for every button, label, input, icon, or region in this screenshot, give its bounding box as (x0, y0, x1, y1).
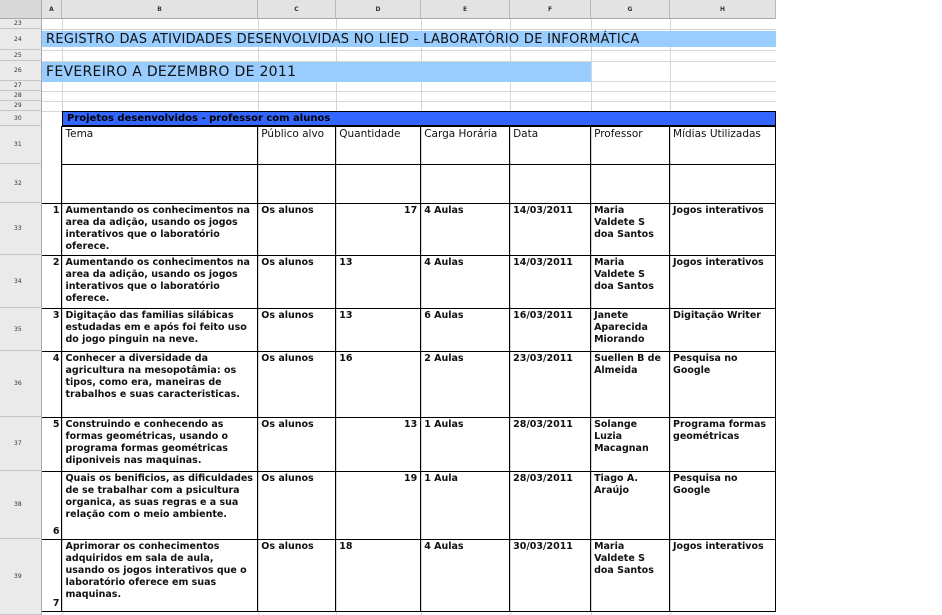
cell-carga[interactable]: 4 Aulas (421, 204, 510, 256)
column-header-f[interactable]: F (510, 0, 591, 19)
table-row (42, 472, 776, 540)
row-header[interactable]: 38 (0, 471, 42, 539)
row-header[interactable]: 23 (0, 19, 42, 29)
table-row (42, 540, 776, 612)
column-header-a[interactable]: A (42, 0, 62, 19)
projects-table (42, 126, 776, 612)
cell-carga[interactable]: 1 Aulas (421, 418, 510, 472)
cell-quantidade[interactable]: 17 (336, 204, 421, 256)
table-row (42, 309, 776, 352)
row-header[interactable]: 33 (0, 203, 42, 255)
cell-quantidade[interactable]: 16 (336, 352, 421, 418)
row-header[interactable]: 30 (0, 111, 42, 126)
column-header-c[interactable]: C (258, 0, 336, 19)
cell-midia[interactable]: Pesquisa no Google (670, 352, 776, 418)
select-all-corner[interactable] (0, 0, 42, 19)
header-carga[interactable]: Carga Horária (421, 127, 510, 165)
cell-data[interactable]: 16/03/2011 (510, 309, 591, 352)
row-number[interactable]: 1 (42, 204, 62, 256)
cell-professor[interactable]: Maria Valdete S doa Santos (591, 256, 670, 309)
cell-data[interactable]: 28/03/2011 (510, 472, 591, 540)
cell[interactable] (670, 165, 776, 204)
header-professor[interactable]: Professor (591, 127, 670, 165)
row-header[interactable]: 32 (0, 164, 42, 203)
cell-quantidade[interactable]: 18 (336, 540, 421, 612)
table-row (42, 204, 776, 256)
row-header[interactable]: 24 (0, 29, 42, 50)
cell[interactable] (42, 165, 62, 204)
row-header[interactable]: 27 (0, 81, 42, 91)
row-header[interactable]: 37 (0, 417, 42, 471)
row-header[interactable]: 36 (0, 351, 42, 417)
cell-publico[interactable]: Os alunos (258, 472, 336, 540)
cell-midia[interactable]: Jogos interativos (670, 204, 776, 256)
row-header[interactable]: 25 (0, 50, 42, 61)
cell-midia[interactable]: Pesquisa no Google (670, 472, 776, 540)
cell-carga[interactable]: 2 Aulas (421, 352, 510, 418)
cell-publico[interactable]: Os alunos (258, 256, 336, 309)
column-header-h[interactable]: H (670, 0, 776, 19)
cell-midia[interactable]: Jogos interativos (670, 540, 776, 612)
cell-data[interactable]: 28/03/2011 (510, 418, 591, 472)
cell-tema[interactable]: Digitação das familias silábicas estudadas em e após foi feito uso do jogo pinguin na neve. (62, 309, 258, 352)
column-header-b[interactable]: B (62, 0, 258, 19)
cell-professor[interactable]: Suellen B de Almeida (591, 352, 670, 418)
header-quantidade[interactable]: Quantidade (336, 127, 421, 165)
cell-publico[interactable]: Os alunos (258, 204, 336, 256)
section-title[interactable]: Projetos desenvolvidos - professor com alunos (67, 113, 331, 124)
cell-midia[interactable]: Jogos interativos (670, 256, 776, 309)
cell-quantidade[interactable]: 13 (336, 418, 421, 472)
cell-data[interactable]: 30/03/2011 (510, 540, 591, 612)
cell-carga[interactable]: 4 Aulas (421, 256, 510, 309)
row-number[interactable]: 6 (42, 472, 62, 540)
row-number[interactable]: 7 (42, 540, 62, 612)
cell-data[interactable]: 14/03/2011 (510, 204, 591, 256)
row-header[interactable]: 35 (0, 308, 42, 351)
row-header[interactable]: 34 (0, 255, 42, 308)
cell[interactable] (336, 165, 421, 204)
cell-tema[interactable]: Aumentando os conhecimentos na area da adição, usando os jogos interativos que o laboratório oferece. (62, 204, 258, 256)
row-header[interactable]: 26 (0, 61, 42, 81)
column-header-g[interactable]: G (591, 0, 670, 19)
sheet-title[interactable]: REGISTRO DAS ATIVIDADES DESENVOLVIDAS NO LIED - LABORATÓRIO DE INFORMÁTICA (46, 32, 640, 47)
cell-publico[interactable]: Os alunos (258, 352, 336, 418)
header-publico[interactable]: Público alvo (258, 127, 336, 165)
table-row (42, 256, 776, 309)
cell-tema[interactable]: Construindo e conhecendo as formas geométricas, usando o programa formas geométricas diponiveis nas maquinas. (62, 418, 258, 472)
header-midias[interactable]: Mídias Utilizadas (670, 127, 776, 165)
cell[interactable] (510, 165, 591, 204)
row-number[interactable]: 2 (42, 256, 62, 309)
table-row (42, 418, 776, 472)
cell-quantidade[interactable]: 13 (336, 256, 421, 309)
cell-carga[interactable]: 4 Aulas (421, 540, 510, 612)
section-band (62, 111, 776, 126)
row-header[interactable]: 39 (0, 539, 42, 615)
row-number[interactable]: 3 (42, 309, 62, 352)
cell-data[interactable]: 23/03/2011 (510, 352, 591, 418)
cell-tema[interactable]: Quais os benificios, as dificuldades de se trabalhar com a psicultura organica, as suas regras e a sua relação com o meio ambiente. (62, 472, 258, 540)
cell-tema[interactable]: Aumentando os conhecimentos na area da adição, usando os jogos interativos que o laboratório oferece. (62, 256, 258, 309)
cell-publico[interactable]: Os alunos (258, 418, 336, 472)
cell-professor[interactable]: Tiago A. Araújo (591, 472, 670, 540)
header-tema[interactable]: Tema (62, 127, 258, 165)
cell-carga[interactable]: 6 Aulas (421, 309, 510, 352)
column-header-d[interactable]: D (336, 0, 421, 19)
period-title[interactable]: FEVEREIRO A DEZEMBRO DE 2011 (46, 64, 297, 80)
cell-tema[interactable]: Conhecer a diversidade da agricultura na mesopotâmia: os tipos, como era, maneiras de trabalhos e suas caracteristicas. (62, 352, 258, 418)
cell-midia[interactable]: Programa formas geométricas (670, 418, 776, 472)
cell-publico[interactable]: Os alunos (258, 309, 336, 352)
cell-quantidade[interactable]: 13 (336, 309, 421, 352)
row-header[interactable]: 29 (0, 101, 42, 111)
cell[interactable] (591, 165, 670, 204)
cell-tema[interactable]: Aprimorar os conhecimentos adquiridos em sala de aula, usando os jogos interativos que o laboratório oferece em suas maquinas. (62, 540, 258, 612)
cell-quantidade[interactable]: 19 (336, 472, 421, 540)
cell[interactable] (421, 165, 510, 204)
cell[interactable] (258, 165, 336, 204)
cell-professor[interactable]: Maria Valdete S doa Santos (591, 204, 670, 256)
cell-data[interactable]: 14/03/2011 (510, 256, 591, 309)
cell-professor[interactable]: Solange Luzia Macagnan (591, 418, 670, 472)
row-header[interactable]: 28 (0, 91, 42, 101)
cell[interactable] (42, 127, 62, 165)
cell-carga[interactable]: 1 Aula (421, 472, 510, 540)
cell-professor[interactable]: Maria Valdete S doa Santos (591, 540, 670, 612)
cell[interactable] (62, 165, 258, 204)
row-header[interactable]: 31 (0, 126, 42, 164)
cell-publico[interactable]: Os alunos (258, 540, 336, 612)
row-number[interactable]: 4 (42, 352, 62, 418)
table-row (42, 352, 776, 418)
row-number[interactable]: 5 (42, 418, 62, 472)
cell-professor[interactable]: Janete Aparecida Miorando (591, 309, 670, 352)
column-header-e[interactable]: E (421, 0, 510, 19)
header-data[interactable]: Data (510, 127, 591, 165)
cell-midia[interactable]: Digitação Writer (670, 309, 776, 352)
